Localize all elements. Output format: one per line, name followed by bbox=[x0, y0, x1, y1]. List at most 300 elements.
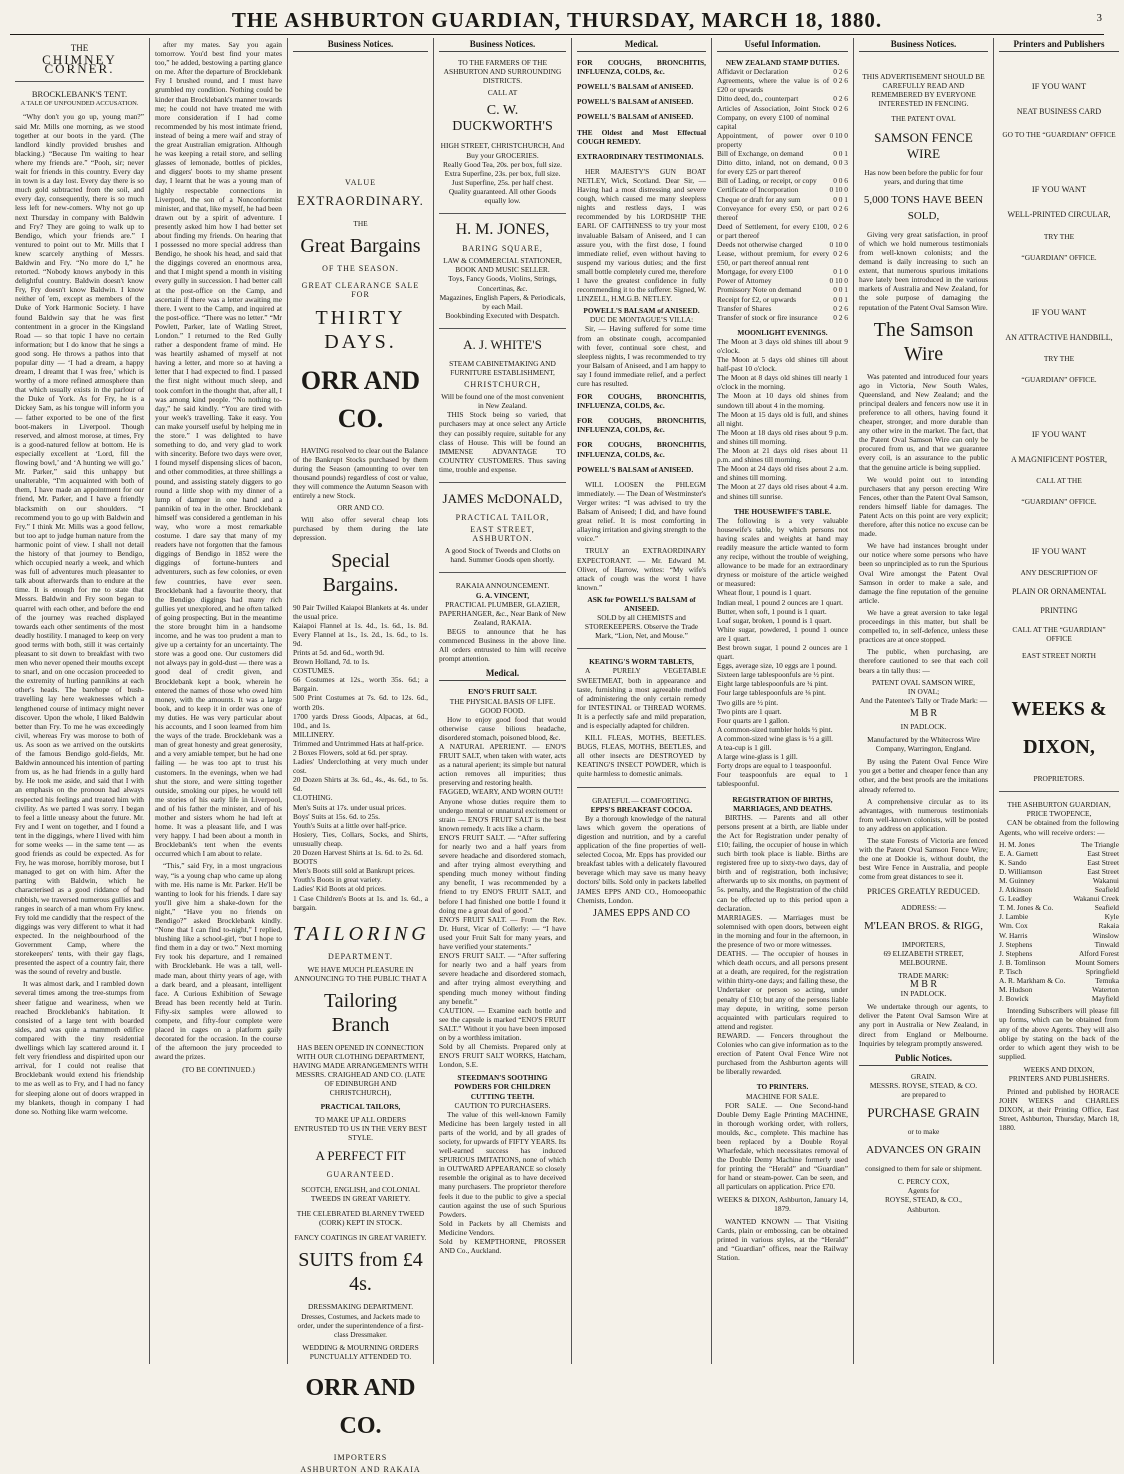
ad-duckworth: C. W. DUCKWORTH'S bbox=[452, 103, 553, 135]
duty-amount: 0 0 1 bbox=[833, 149, 848, 159]
agent-name: P. Tisch bbox=[999, 966, 1023, 976]
ad-purchase-grain: PURCHASE GRAIN bbox=[867, 1105, 980, 1121]
agent-name: D. Williamson bbox=[999, 866, 1043, 876]
ad-keating-text: A PURELY VEGETABLE SWEETMEAT, both in appearance and taste, furnishing a most agreeable method of administering the only certain remedy for INTESTINAL or THREAD WORMS. It is a perfectly safe and mild preparation, and is especially adapted for children. bbox=[577, 666, 706, 730]
ad-mcdonald-text: A good Stock of Tweeds and Cloths on hand. Summer Goods open shortly. bbox=[444, 546, 561, 565]
weeks-dixon-2: WEEKS AND DIXON, bbox=[1023, 1064, 1095, 1074]
column-orr-and-co bbox=[288, 38, 434, 1474]
ad-samson-text-3: We have had instances brought under our notice where some persons who have been so unprincipled as to run the Spurious Oval Wire amongst the Patent Oval Samson in order to make a sale, and damage the fine reputation of the genuine article. bbox=[859, 541, 988, 605]
ad-white-sub: STEAM CABINETMAKING AND FURNITURE ESTABLISHMENT, bbox=[449, 358, 556, 377]
ad-farmers: TO THE FARMERS OF THE ASHBURTON AND SURROUNDING DISTRICTS. bbox=[443, 58, 562, 86]
ad-keating: KEATING'S WORM TABLETS, bbox=[589, 657, 694, 667]
ad-phlegm: WILL LOOSEN the PHLEGM immediately. — The Dean of Westminster's Verger writes: “I was advised to try the Balsam of Aniseed; I did, and have found great relief. It is most comforting in allaying irritation and giving strength to the voice.” bbox=[577, 479, 706, 544]
medical-ad-line: FOR COUGHS, BRONCHITIS, INFLUENZA, COLDS, &c. bbox=[577, 392, 706, 411]
medical-ad-line: FOR COUGHS, BRONCHITIS, INFLUENZA, COLDS, &c. bbox=[577, 58, 706, 77]
agent-name: T. M. Jones & Co. bbox=[999, 903, 1054, 913]
ad-or: or to make bbox=[907, 1127, 940, 1137]
duty-item: Certificate of Incorporation bbox=[717, 185, 799, 195]
column-heading: Business Notices. bbox=[293, 40, 428, 52]
trade-mark-padlock: IN PADLOCK. bbox=[900, 721, 947, 731]
sale-text: FOR SALE. — One Second-hand Double Demy Eagle Printing MACHINE, in thorough working order, with rollers, moulds, &c., complete. This machine has been replaced by a Double Royal Wharfedale, which necessitates removal of the Double Demy Machine formerly used for printing the “Herald” and “Guardian” for hand or steam-power. Can be seen, and all particulars on application. Price £70. bbox=[717, 1100, 848, 1192]
ad-samson-text: Was patented and introduced four years ago in Victoria, New South Wales, Queensland, and New Zealand; and the principal dealers and fencers now use it in preference to all others, having found it cheaper, stronger, and more durable than any other wire in the market. The fact, that the Patent Oval Samson Wire can only be procured from us, and that we guarantee every coil, is an assurance to the public that the genuine article is being supplied. bbox=[859, 371, 988, 472]
ad-royse: MESSRS. ROYSE, STEAD, & CO. bbox=[869, 1080, 978, 1090]
agent-name: K. Sando bbox=[999, 857, 1027, 867]
duty-amount: 0 2 6 bbox=[833, 203, 848, 213]
ad-plain: PLAIN OR ORNAMENTAL bbox=[1011, 586, 1107, 596]
ad-enos: ENO'S FRUIT SALT. bbox=[468, 687, 537, 697]
ad-blarney: THE CELEBRATED BLARNEY TWEED (CORK) KEPT IN STOCK. bbox=[296, 1209, 425, 1228]
agent-row bbox=[999, 994, 1119, 1003]
agent-row bbox=[999, 876, 1119, 885]
agent-place: Wakanui Creek bbox=[1073, 894, 1119, 904]
printers-publishers: PRINTERS AND PUBLISHERS. bbox=[1008, 1073, 1110, 1083]
ad-call-at: CALL AT bbox=[487, 88, 518, 98]
masthead-rule bbox=[10, 34, 1104, 35]
duty-item: Deeds not otherwise charged bbox=[717, 239, 803, 249]
ad-thirty-days: THIRTY DAYS. bbox=[315, 306, 406, 353]
ad-white-text-2: THIS Stock being so varied, that purchasers may at once select any Article they can possibly require, suitable for any class of House. This will be found an IMMENSE ADVANTAGE TO COUNTRY CUSTOMERS. Thus saving time, trouble and expense. bbox=[439, 410, 566, 474]
ad-mcdonald-address: EAST STREET, ASHBURTON. bbox=[470, 525, 535, 544]
duty-amount: 0 0 3 bbox=[833, 158, 848, 168]
ad-clearance: GREAT CLEARANCE SALE FOR bbox=[301, 281, 420, 300]
agent-name: H. M. Jones bbox=[999, 839, 1035, 849]
medical-ad-line: FOR COUGHS, BRONCHITIS, INFLUENZA, COLDS, &c. bbox=[577, 440, 706, 459]
ad-epps: EPPS'S BREAKFAST COCOA. bbox=[590, 804, 693, 814]
agent-place: The Triangle bbox=[1081, 839, 1119, 849]
trade-mark-padlock-2: IN PADLOCK. bbox=[900, 989, 947, 999]
ad-jones-text: LAW & COMMERCIAL STATIONER, BOOK AND MUSIC SELLER. bbox=[443, 256, 562, 275]
divider bbox=[439, 213, 566, 214]
duty-row bbox=[717, 195, 848, 204]
medical-ad-line: POWELL'S BALSAM of ANISEED. bbox=[577, 97, 694, 107]
duty-row bbox=[717, 285, 848, 294]
section-title: CHIMNEY CORNER. bbox=[42, 52, 117, 77]
ad-percy: C. PERCY COX, bbox=[897, 1177, 950, 1187]
column-medical bbox=[572, 38, 712, 1364]
ad-patent-text-2: Giving very great satisfaction, in proof of which we hold numerous testimonials from well-known colonists; and the demand is daily increasing to such an extent, that numerous spurious imitations have lately been introduced in the various markets of Australia and New Zealand, for the sole purpose of damaging the reputation of the Patent Oval Samson Wire. bbox=[859, 229, 988, 312]
ad-orr-text: HAVING resolved to clear out the Balance of the Bankrupt Stocks purchased by them during the Season (amounting to over ten thousand pounds) regardless of cost or value, they will commence the Autumn Season with entirely a new Stock. bbox=[293, 445, 428, 501]
moonlight-title: MOONLIGHT EVENINGS. bbox=[737, 327, 828, 337]
ad-importers: IMPORTERS bbox=[333, 1453, 388, 1463]
trade-mark-label: TRADE MARK: bbox=[898, 970, 949, 980]
agent-name: E. A. Garnett bbox=[999, 848, 1038, 858]
duty-item: Transfer of Shares bbox=[717, 303, 772, 313]
ad-mclean: M'LEAN BROS. & RIGG, bbox=[863, 919, 984, 932]
story-body: after my mates. Say you again tomorrow. You'd best find your mates too,” he added, bestowing a parting glance on me. After the departure of Brocklebank Fry I brushed round, and I must have grumbled my condition. Nothing could be kinder than Brocklebank's manner towards me; he could not have treated me with more consideration if I had come recommended by his most intimate friend, instead of being a mere waif and stray of the great Australian emigration. Although he was keeping a retail store, and selling glasses of lemonade, bottles of pickles, and diggers' boots to my shame present day, I learnt that he was a young man of highly respectable connections in Liverpool, the son of a Nonconformist minister, and that, like myself, he had been drawn out by a spirit of adventure. I presently asked him how I had better set about finding my friends. On hearing that I possessed no more special address than Bendigo, he shook his head, and said that the diggings covered an enormous area, and that I might spend a month in visiting every gully in succession. I had better call at the post-office on the Camp, and ascertain if there was a letter awaiting me there. I went to the Camp, and inquired at the post-office. “There was no letter.” “Mr Powlett, Parker, late of Watling Street, London.” I returned to the Red Gully rather a despondent frame of mind. He was heartily ashamed of myself at not having a letter, and more so at having a letter that I had expected to find. I passed the first night without much sleep, and took comfort in the thought that, after all, I was among kind people. “No nothing to-day,” he said kindly. “You are tired with your week's travelling. Take it easy. You can make yourself useful by helping me in the store.” I was delighted to have something to do, and very glad to work with sincerity. Before two days were over, I found myself dispensing slices of bacon, and other commodities, at three shillings a pound, and assisting stately diggers to go round a little shop with my dinner of a lump of damper in one hand and a pannikin of tea in the other. Brocklebank himself was considered a gentleman in his way, who wore a most remarkable costume. I dare say that many of my readers have not forgotten that the famous diggings of Bendigo in 1852 were the diggings of fortune-hunters and adventurers, such as few colonies, or even few countries, have ever seen. Brocklebank had a favourite theory, that the Bendigo diggings had many rich gullies yet unexplored, and he often talked of going prospecting. But in the meantime the store brought him in a handsome income, and he was too prudent a man to give up a certainty for an uncertainty. The store was a good one. Our customers did not always pay in gold-dust — there was a good deal of credit given, and Brocklebank kept a book, wherein he entered the names of those who owed him money, with the amounts. It was a large book, and to keep it in order was one of my duties. He was very particular about his accounts, and I soon learned from him the ways of the trade. Brocklebank was a man of great honesty and great generosity, and a very amiable temper, but he had one failing — he was too apt to trust his customers. In the evenings, when we had shut the store, and were sitting together outside, smoking our pipes, he would tell me stories of his early life in Liverpool, and of his father the minister, and of his mother and sisters whom he had left at home. It was a pleasant life, and I was very happy. I had been about a month in Brocklebank's tent when the events occurred which I am about to relate. bbox=[155, 40, 282, 859]
ad-great-bargains: Great Bargains bbox=[300, 235, 421, 258]
agent-name: J. Stephens bbox=[999, 939, 1033, 949]
agent-row bbox=[999, 858, 1119, 867]
ad-state-forests: The state Forests of Victoria are fenced with the Patent Oval Samson Fence Wire; the one at Dookie is, without doubt, the best Wire Fence in Australia, and people come from great distances to see it. bbox=[859, 836, 988, 882]
duty-amount: 0 0 1 bbox=[833, 294, 848, 304]
ad-rakaia: RAKAIA ANNOUNCEMENT. bbox=[455, 581, 550, 591]
ad-east-street: EAST STREET NORTH bbox=[1021, 651, 1096, 661]
duty-row bbox=[717, 295, 848, 304]
ad-samson-text-4: We have a great aversion to take legal proceedings in this matter, but shall be compelled to, in self-defence, unless these practices are at once stopped. bbox=[859, 607, 988, 645]
ad-tailoring: TAILORING bbox=[293, 922, 430, 945]
agent-place: Mayfield bbox=[1091, 994, 1119, 1004]
housewife-title: THE HOUSEWIFE'S TABLE. bbox=[733, 506, 832, 516]
story-subtitle: A TALE OF UNFOUNDED ACCUSATION. bbox=[20, 100, 139, 108]
ad-suits: SUITS from £4 4s. bbox=[298, 1249, 423, 1296]
ad-office-2: “GUARDIAN” OFFICE. bbox=[1021, 375, 1097, 385]
agent-name: J. Bowick bbox=[999, 994, 1029, 1004]
ad-agents: Agents for bbox=[907, 1186, 940, 1196]
agent-name: Wm. Cox bbox=[999, 921, 1028, 931]
ad-expectorant: TRULY an EXTRAORDINARY EXPECTORANT. — Mr. Edward M. Oliver, of Harrow, writes: “My wife's attack of cough was the worst I have known.” bbox=[577, 546, 706, 592]
agent-row bbox=[999, 976, 1119, 985]
story-body: “Why don't you go up, young man?” said Mr. Mills one morning, as we stood together at our boots in the yard. (The landlord kindly provided brushes and blacking.) “Because I'm waiting to hear where my friends are.” “Pooh, sir; never wait for friends in this country. Every day in town is a day lost. Every day there is so much gold subtracted from the soil, and every day, consequently, there is so much less left for new-comers. Why not go up next Thursday in company with Baldwin and Fry? They are going to walk up to Bendigo, which your friends are.” I ventured to point out to Mr. Mills that I knew scarcely anything of Messrs. Baldwin and Fry. “No more do I,” he retorted. “Nobody knows anybody in this delightful country. Baldwin doesn't know Fry, Fry doesn't know Baldwin. I know neither of 'em, except as members of the Duke of York Harmonic Society. I have found Baldwin say that he was first contentment in a grocer in the Kingsland Road — so that topic I have no certain information; but I do know that he sings a good song. He throws a pathos into that popular ditty — ‘I had a dream, a happy dream, I dreamt that I was free,’ which is worthy of a more refined atmosphere than that which usually exists in the parlour of the Duke of York. As for Fry, he is a Dickey Sam, as his tongue will inform you — father exported to be one of the first boot-makers in Liverpool. Though reserved, and almost morose, at times, Fry is a good-natured fellow at bottom. He is especially excellent at ‘Lord, fill the flowing bowl,’ and ‘A hunting we will go.’ Mr. Parker,” said this unhappy but unalterable, “I'm acquainted with both of them, I have made an appointment for our friend, Mr. Parker, and I have a friendly blacksmith on our shoulders. “I recommend you to go up with Baldwin and Fry.” I think Mr. Mills was a good fellow, but too apt to judge human nature from the harmonic point of view. I shall not detail the history of that journey to Bendigo, which occupied nearly a week, and which was full of adventures much pleasanter to talk about afterwards than to endure at the time. It is enough for me to state that Messrs. Baldwin and Fry soon began to quarrel with each other, and before the end of the journey was reached displayed towards each other sentiments of the most deadly hostility. I managed to keep on very good terms with both, still it was certainly pleasant to sit down to breakfast with two men who never opened their mouths except to snarl, and on one occasion proceeded to the extremity of hurling pannikins at each other's heads. The barehope of bush-travelling lay here weaknesses which a lengthened course of intimacy might never discover. Upon the whole, I liked Baldwin better than Fry. To me he was exceedingly civil, whereas Fry was morose to both of us. As soon as we arrived on the outskirts of the famous Bendigo gold-fields, Mr. Baldwin announced his intention of parting from us, as he had friends in a gully hard by. He took me aside, and said that I with an emphasis on the pronoun had always respected his feelings and treated him with civility. As we parted I was sorry. I began to feel a little uneasy about the future. Mr. Fry and I went on together, and I found a tent in the diggings, where I lived with him for some weeks — in the same tent — as good friends as could be expected. As for Fry, he was morose, horribly morose, but I managed to get on with him. After the parting with Baldwin, which he characterised as a good riddance of bad rubbish, we traversed numerous gullies and ranges in search of a man whom Fry knew. Fry told me candidly that the respect of the diggings was very different to what it had expected. In the neighbourhood of the Government Camp, where the storekeepers' tents, with their gay flags, presented the aspect of a country fair, there was the sound of revelry and bustle. bbox=[15, 112, 144, 977]
agent-row bbox=[999, 894, 1119, 903]
guardian-obtain: CAN be obtained from the following Agents, who will receive orders: — bbox=[999, 818, 1119, 837]
duty-amount: 0 2 6 bbox=[833, 94, 848, 104]
column-heading: Business Notices. bbox=[859, 40, 988, 52]
ad-tweeds: SCOTCH, ENGLISH, and COLONIAL TWEEDS IN GREAT VARIETY. bbox=[301, 1185, 420, 1204]
medical-ad-line: POWELL'S BALSAM of ANISEED. bbox=[577, 82, 694, 92]
agent-row bbox=[999, 921, 1119, 930]
ad-extraordinary: EXTRAORDINARY. bbox=[297, 193, 424, 209]
divider bbox=[577, 648, 706, 649]
story-body-continued: “This,” said Fry, in a most ungracious way, “is a young chap who came up along with me. His name is Mr. Parker. He'll be wanting to look for his friends. I dare say you'll give him a shake-down for the night,” “Have you no friends on Bendigo?” asked Brocklebank kindly. “None that I can find to-night,” I replied, blushing like a school-girl, “but I hope to find them in a day or two.” Next morning Fry took his departure, and I remained with Brocklebank. He was a tall, well-made man, about thirty years of age, with a dark beard, and a pleasant, intelligent face. A Curious Exhibition of Sewage Bread has been recently held at Turin. Fifty-six samples were allowed to compete, and fifty-four complete were placed in cages on a platform gaily decorated for the occasion. In the course of the afternoon the jury proceeded to award the prizes. bbox=[155, 861, 282, 1062]
agent-place: Seafield bbox=[1094, 903, 1119, 913]
ad-quality: Quality guaranteed. All other Goods equally low. bbox=[448, 186, 557, 206]
agent-place: Wakanui bbox=[1092, 876, 1119, 885]
medical-heading: Medical. bbox=[439, 669, 566, 681]
ad-practical: PRACTICAL TAILORS, bbox=[320, 1101, 401, 1111]
ad-sold: SOLD by all CHEMISTS and STOREKEEPERS. Observe the Trade Mark, “Lion, Net, and Mouse.” bbox=[584, 613, 699, 641]
ad-kill: KILL FLEAS, MOTHS, BEETLES. BUGS, FLEAS, MOTHS, BEETLES, and all other insects are DESTROYED by KEATING'S INSECT POWDER, which is quite harmless to domestic animals. bbox=[577, 733, 706, 779]
ad-tons-sold: 5,000 TONS HAVE BEEN SOLD, bbox=[863, 193, 984, 222]
divider bbox=[577, 787, 706, 788]
ad-steedman: STEEDMAN'S SOOTHING POWDERS FOR CHILDREN CUTTING TEETH. bbox=[454, 1073, 551, 1101]
duty-amount: 0 10 0 bbox=[829, 239, 848, 249]
stamp-duties-table bbox=[717, 67, 848, 322]
duty-item: Affidavit or Declaration bbox=[717, 67, 789, 77]
registration-title: REGISTRATION OF BIRTHS, MARRIAGES, AND DEATHS. bbox=[732, 794, 833, 813]
agent-row bbox=[999, 912, 1119, 921]
ad-patent-text: Has now been before the public for four years, and during that time bbox=[864, 167, 983, 186]
ad-tailoring-text: WE HAVE MUCH PLEASURE IN ANNOUNCING TO THE PUBLIC THAT A bbox=[294, 964, 427, 983]
duty-item: Ditto deed, do., counterpart bbox=[717, 94, 799, 104]
ad-if-you-want-5: IF YOU WANT bbox=[1031, 545, 1087, 556]
ad-bargain-list: 90 Pair Twilled Kaiapoi Blankets at 4s. under the usual price. Kaiapoi Flannel at 1s. 4d., 1s. 6d., 1s. 8d. Every Flannel at 1s., 1s. 2d., 1s. 6d., to 1s. 9d. Prints at 5d. and 6d., worth 9d. Brown Holland, 7d. to 1s. COSTUMES. 66 Costumes at 12s., worth 35s. 6d.; a Bargain. 500 Print Costumes at 7s. 6d. to 12s. 6d., worth 20s. 1700 yards Dress Goods, Alpacas, at 6d., 10d., and 1s. MILLINERY. Trimmed and Untrimmed Hats at half-price. 2 Boxes Flowers, sold at 6d. per spray. Ladies' Underclothing at very much under cost. 20 Dozen Shirts at 3s. 6d., 4s., 4s. 6d., to 5s. 6d. CLOTHING. Men's Suits at 17s. under usual prices. Boys' Suits at 15s. 6d. to 25s. Youth's Suits at a little over half-price. Hosiery, Ties, Collars, Socks, and Shirts, unusually cheap. 20 Dozen Harvest Shirts at 1s. 6d. to 2s. 6d. BOOTS Men's Boots still sold at Bankrupt prices. Youth's Boots in great variety. Ladies' Kid Boots at old prices. 1 Case Children's Boots at 1s. and 1s. 6d., a bargain. bbox=[293, 602, 428, 912]
duty-amount: 0 2 6 bbox=[833, 103, 848, 113]
ad-if-you-want-1: IF YOU WANT bbox=[1031, 81, 1087, 92]
duty-row bbox=[717, 313, 848, 322]
wanted-known: WANTED KNOWN — That Visiting Cards, plain or embossing, can be obtained printed in various styles, at the “Herald” and “Guardian” offices, near the Railway Station. bbox=[717, 1216, 848, 1263]
ad-tailoring-branch: Tailoring Branch bbox=[323, 989, 398, 1036]
medical-ad-line: FOR COUGHS, BRONCHITIS, INFLUENZA, COLDS, &c. bbox=[577, 416, 706, 435]
masthead-title: THE ASHBURTON GUARDIAN, THURSDAY, MARCH 18, 1880. bbox=[231, 8, 883, 32]
column-heading: Useful Information. bbox=[717, 40, 848, 52]
divider bbox=[439, 328, 566, 329]
medical-ad-line: POWELL'S BALSAM of ANISEED. bbox=[577, 464, 694, 474]
column-heading: Business Notices. bbox=[439, 40, 566, 52]
ad-epps-name: JAMES EPPS AND CO bbox=[593, 907, 690, 919]
ad-undertake: We undertake through our agents, to deliver the Patent Oval Samson Wire at any port in Australia or New Zealand, in direct from England or Melbourne. Inquiries by telegram promptly answered. bbox=[859, 1002, 988, 1048]
agent-row bbox=[999, 849, 1119, 858]
agent-row bbox=[999, 885, 1119, 894]
duty-item: Agreements, where the value is of £20 or upwards bbox=[717, 76, 830, 95]
duty-row bbox=[717, 158, 848, 176]
ad-wedding: WEDDING & MOURNING ORDERS PUNCTUALLY ATTENDED TO. bbox=[302, 1342, 419, 1361]
agent-row bbox=[999, 840, 1119, 849]
ad-if-you-want-3: IF YOU WANT bbox=[1031, 306, 1087, 317]
guardian-title: THE ASHBURTON GUARDIAN, bbox=[1007, 800, 1111, 810]
agent-place: Alford Forest bbox=[1078, 948, 1119, 958]
stamp-duties-title: NEW ZEALAND STAMP DUTIES. bbox=[725, 58, 840, 68]
ad-epps-text: By a thorough knowledge of the natural laws which govern the operations of digestion and nutrition, and by a careful application of the fine properties of well-selected Cocoa, Mr. Epps has provided our breakfast tables with a delicately flavoured beverage which may save us many heavy doctors' bills. Sold only in packets labelled JAMES EPPS AND CO., Homoeopathic Chemists, London. bbox=[577, 813, 706, 905]
duty-amount: 0 10 0 bbox=[829, 276, 848, 286]
ad-prepared: are prepared to bbox=[901, 1089, 946, 1099]
duty-item: Conveyance for every £50, or part thereof bbox=[717, 203, 830, 222]
ad-if-you-want-2: IF YOU WANT bbox=[1031, 184, 1087, 195]
agent-place: Tinwald bbox=[1094, 939, 1119, 949]
ad-royse-2: ROYSE, STEAD, & CO., bbox=[885, 1195, 962, 1205]
agent-row bbox=[999, 867, 1119, 876]
story-title: BROCKLEBANK'S TENT. bbox=[31, 89, 128, 100]
ad-advances: ADVANCES ON GRAIN bbox=[866, 1144, 981, 1157]
ad-mcdonald-sub: PRACTICAL TAILOR, bbox=[455, 513, 550, 522]
duty-amount: 0 10 0 bbox=[829, 185, 848, 195]
column-business-notices bbox=[434, 38, 572, 1364]
agent-place: Winslow bbox=[1092, 930, 1119, 940]
ad-tally-text: And the Patentee's Tally or Trade Mark: — bbox=[859, 695, 988, 705]
duty-amount: 0 0 6 bbox=[833, 176, 848, 186]
ad-powells-text: Sir, — Having suffered for some time from an obstinate cough, accompanied with fever, continual sore chest, and sleepless nights, I was recommended to try your Balsam of Aniseed, and I am happy to say I found immediate relief, and a perfect cure has resulted. bbox=[577, 324, 706, 388]
ad-jones-address: BARING SQUARE, bbox=[462, 244, 543, 254]
duty-row bbox=[717, 276, 848, 285]
duty-item: Power of Attorney bbox=[717, 276, 772, 286]
ad-duckworth-address: HIGH STREET, CHRISTCHURCH, And Buy your GROCERIES. bbox=[440, 141, 565, 160]
ad-importers: IMPORTERS, bbox=[902, 939, 945, 949]
ad-white-text: Will be found one of the most convenient in New Zealand. bbox=[441, 392, 564, 411]
duty-item: Bill of Lading, or receipt, or copy bbox=[717, 176, 817, 186]
duty-item: Lease, without premium, for every £50, or part thereof annual rent bbox=[717, 249, 830, 268]
duty-amount: 0 2 6 bbox=[833, 67, 848, 77]
ad-dressmaking: DRESSMAKING DEPARTMENT. bbox=[307, 1302, 414, 1312]
duty-amount: 0 2 6 bbox=[833, 303, 848, 313]
ad-list-balsam bbox=[577, 58, 706, 161]
intending-subscribers: Intending Subscribers will please fill up forms, which can be obtained from any of the above Agents. They will also oblige by stating on the back of the order to which agent they wish to be supplied. bbox=[999, 1006, 1119, 1061]
ad-any: ANY DESCRIPTION OF bbox=[1020, 567, 1098, 577]
ad-tailoring-text-3: TO MAKE UP ALL ORDERS ENTRUSTED TO US IN THE VERY BEST STYLE. bbox=[294, 1114, 427, 1142]
agent-name: J. B. Tomlinson bbox=[999, 957, 1046, 967]
ad-vincent: G. A. VINCENT, bbox=[475, 590, 530, 600]
agent-row bbox=[999, 931, 1119, 940]
agent-place: East Street bbox=[1087, 857, 1119, 867]
ad-business-card: NEAT BUSINESS CARD bbox=[1016, 107, 1102, 117]
agent-place: Waterton bbox=[1092, 985, 1119, 995]
continued-note: (TO BE CONTINUED.) bbox=[182, 1064, 255, 1074]
story-body-continued: It was almost dark, and I rambled down several times among the tree-stumps from sheer fatigue and weariness, when we reached Brocklebank's habitation. It consisted of a large tent with boarded sides, and was quite a mammoth edifice compared with the tiny residential dwellings which lay scattered around it. I felt very friendless and dispirited upon our arrival, for I could not realise that Brocklebank would extend his friendship to me as well as to Fry, and I had no fancy for sleeping alone out of doors wrapped in my blankets, though in company I had done so. Nothing like warm welcome. bbox=[15, 979, 144, 1116]
ad-call: CALL AT THE bbox=[1036, 476, 1082, 486]
medical-ad-line: POWELL'S BALSAM of ANISEED. bbox=[577, 112, 694, 122]
column-chimney-corner bbox=[10, 38, 150, 1364]
agent-row bbox=[999, 958, 1119, 967]
duty-amount: 0 2 6 bbox=[833, 249, 848, 259]
medical-ad-line: THE Oldest and Most Effectual COUGH REMEDY. bbox=[577, 127, 706, 146]
section-prefix: THE bbox=[70, 43, 89, 53]
column-samson-wire bbox=[854, 38, 994, 1364]
ad-proprietors: PROPRIETORS. bbox=[1033, 774, 1085, 784]
duty-amount: 0 2 6 bbox=[833, 76, 848, 86]
registration-text: BIRTHS. — Parents and all other persons present at a birth, are liable under the Act for Registration under penalty of £10; failing, the occupier of house in which such birth took place is liable. Births are registered free up to sixty-two days, day of birth and of registration, both inclusive; afterwards up to six months, on payment of 5s. penalty, and the Registration of the child can be effected up to this period upon a declaration. MARRIAGES. — Marriages must be solemnised with open doors, between eight in the morning and four in the afternoon, in the presence of two or more witnesses. DEATHS. — The occupier of houses in which death occurs, and all persons present at a death, are required, for the registration within thirty-one days; and failing these, the Undertaker or person so acting, under penalty of £10; but any of the persons liable may depute, in writing, some person acquainted with particulars required to attend and register. REWARD. — Fencers throughout the Colonies who can give information as to the erection of Patent Oval Fence Wire not purchased from the Ashburton agents will be liberally rewarded. bbox=[717, 812, 848, 1077]
duty-item: Cheque or draft for any sum bbox=[717, 194, 801, 204]
ad-the: THE bbox=[353, 219, 368, 229]
duty-row bbox=[717, 94, 848, 103]
ad-street: 69 ELIZABETH STREET, MELBOURNE. bbox=[883, 948, 964, 967]
agent-place: Kyle bbox=[1104, 912, 1119, 922]
agent-place: Seafield bbox=[1094, 885, 1119, 895]
ad-office-3: “GUARDIAN” OFFICE. bbox=[1021, 497, 1097, 507]
ad-vincent-sub: PRACTICAL PLUMBER, GLAZIER, PAPERHANGER, &c., Near Bank of New Zealand, RAKAIA. bbox=[439, 599, 566, 627]
agent-name: J. Stephens bbox=[999, 948, 1033, 958]
ad-call-at-office: CALL AT THE “GUARDIAN” OFFICE bbox=[1012, 624, 1106, 643]
imprint: Printed and published by HORACE JOHN WEEKS and CHARLES DIXON, at their Printing Office, East Street, Ashburton, Thursday, March 18, 1880. bbox=[999, 1087, 1119, 1133]
trade-mark-mbr-2: M B R bbox=[909, 979, 938, 991]
ad-samson-text-5: The public, when purchasing, are therefore cautioned to see that each coil bears a tin tally thus: — bbox=[859, 647, 988, 675]
trade-mark-mbr: M B R bbox=[909, 707, 938, 719]
ad-poster: A MAGNIFICENT POSTER, bbox=[1010, 455, 1108, 465]
divider bbox=[439, 572, 566, 573]
agent-place: East Street bbox=[1087, 848, 1119, 858]
moonlight-text: The Moon at 3 days old shines till about 9 o'clock. The Moon at 5 days old shines till about half-past 10 o'clock. The Moon at 8 days old shines till nearly 1 o'clock in the morning. The Moon at 10 days old shines from sundown till about 4 in the morning. The Moon at 15 days old is full, and shines all night. The Moon at 18 days old rises about 9 p.m. and shines till morning. The Moon at 21 days old rises about 11 p.m. and shines till morning. The Moon at 24 days old rises about 2 a.m. and shines till morning. The Moon at 27 days old rises about 4 a.m. and shines till sunrise. bbox=[717, 336, 848, 501]
ad-patent-oval: THE PATENT OVAL bbox=[891, 114, 956, 124]
column-heading: Printers and Publishers bbox=[999, 40, 1119, 52]
ad-department: DEPARTMENT. bbox=[328, 951, 393, 961]
duty-row bbox=[717, 304, 848, 313]
ad-perfect-fit: A PERFECT FIT bbox=[315, 1147, 406, 1163]
agent-name: M. Hudson bbox=[999, 985, 1033, 995]
duty-row bbox=[717, 222, 848, 240]
duty-row bbox=[717, 104, 848, 131]
ad-enos-text: How to enjoy good food that would otherwise cause bilious headache, disordered stomach, poisoned blood, &c. A NATURAL APERIENT. — ENO'S FRUIT SALT, when taken with water, acts as a natural aperient; its simple but natural action removes all impurities; thus preserving and restoring health. FAGGED, WEARY, AND WORN OUT!! Anyone whose duties require them to undergo mental or unnatural excitement or strain — ENO'S FRUIT SALT is the best known remedy. It acts like a charm. ENO'S FRUIT SALT. — “After suffering for nearly two and a half years from severe headache and disordered stomach, and after trying almost everything and spending much money without finding any benefit, I was recommended by a friend to try ENO'S FRUIT SALT, and before I had finished one bottle I found it doing me a great deal of good.” ENO'S FRUIT SALT. — From the Rev. Dr. Hurst, Vicar of Collerly: — “I have used your Fruit Salt for many years, and have verified your statements.” ENO'S FRUIT SALT. — “After suffering for nearly two and a half years from severe headache and disordered stomach, and after trying almost everything and spending much money without finding any benefit.” CAUTION. — Examine each bottle and see the capsule is marked “ENO'S FRUIT SALT.” Without it you have been imposed on by a worthless imitation. Sold by all Chemists. Prepared only at ENO'S FRUIT SALT WORKS, Hatcham, London, S.E. bbox=[439, 714, 566, 1070]
duty-amount: 0 2 6 bbox=[833, 221, 848, 231]
ad-consigned: consigned to them for sale or shipment. bbox=[865, 1164, 982, 1174]
ad-fancy: FANCY COATINGS IN GREAT VARIETY. bbox=[294, 1233, 427, 1243]
ad-tally: PATENT OVAL SAMSON WIRE, bbox=[872, 677, 975, 687]
duty-amount: 0 10 0 bbox=[829, 130, 848, 140]
duty-row bbox=[717, 131, 848, 149]
ad-try-2: TRY THE bbox=[1043, 353, 1075, 363]
guardian-price: PRICE TWOPENCE, bbox=[1026, 809, 1092, 819]
ad-grain: GRAIN. bbox=[910, 1071, 937, 1081]
ad-orr-and-co-2: ORR AND CO. bbox=[337, 503, 384, 513]
duty-amount: 0 2 6 bbox=[833, 312, 848, 322]
duty-item: Mortgage, for every £100 bbox=[717, 267, 793, 277]
duty-row bbox=[717, 76, 848, 94]
duty-amount: 0 0 1 bbox=[833, 194, 848, 204]
ad-jones-items: Toys, Fancy Goods, Violins, Strings, Concertinas, &c. Magazines, English Papers, & Periodicals, by each Mail. Bookbinding Executed with Despatch. bbox=[439, 274, 566, 320]
duty-row bbox=[717, 267, 848, 276]
ad-samson-fence-wire: SAMSON FENCE WIRE bbox=[874, 129, 973, 161]
agent-place: Rakaia bbox=[1098, 921, 1119, 931]
duty-item: Receipt for £2, or upwards bbox=[717, 294, 797, 304]
duty-item: Articles of Association, Joint Stock Company, on every £100 of nominal capital bbox=[717, 103, 830, 131]
duty-row bbox=[717, 249, 848, 267]
ad-if-you-want-4: IF YOU WANT bbox=[1031, 429, 1087, 440]
ad-circular: WELL-PRINTED CIRCULAR, bbox=[1007, 210, 1111, 220]
duty-row bbox=[717, 185, 848, 194]
ad-enos-sub: THE PHYSICAL BASIS OF LIFE. GOOD FOOD. bbox=[449, 696, 556, 715]
duty-row bbox=[717, 149, 848, 158]
agent-name: G. Leadley bbox=[999, 894, 1032, 904]
ad-duc: DUC DE MONTAGUE’S VILLA: bbox=[589, 315, 694, 325]
sale-signature: WEEKS & DIXON, Ashburton, January 14, 1879. bbox=[717, 1194, 848, 1213]
agent-row bbox=[999, 949, 1119, 958]
page-columns bbox=[10, 38, 1119, 1474]
ad-orr-and-co-3: ORR AND CO. bbox=[305, 1375, 416, 1440]
duty-item: Deed of Settlement, for every £100, or part thereof bbox=[717, 221, 830, 240]
duty-amount: 0 0 1 bbox=[833, 285, 848, 295]
agents-list bbox=[999, 840, 1119, 1004]
ad-mcdonald: JAMES McDONALD, bbox=[442, 491, 563, 506]
ad-dress-text: Dresses, Costumes, and Jackets made to order, under the superintendence of a first-class Dressmaker. bbox=[297, 1311, 424, 1339]
ad-duckworth-items: Really Good Tea, 20s. per box, full size. Extra Superfine, 23s. per box, full size. Just Superfine, 25s. per half chest. bbox=[442, 159, 562, 187]
ad-tailoring-text-2: HAS BEEN OPENED IN CONNECTION WITH OUR CLOTHING DEPARTMENT, HAVING MADE ARRANGEMENTS WITH MESSRS. CRAIGHEAD AND CO. (LATE OF EDINBURGH AND CHRISTCHURCH), bbox=[293, 1042, 429, 1098]
agent-place: East Street bbox=[1087, 866, 1119, 876]
ad-handbill: AN ATTRACTIVE HANDBILL, bbox=[1005, 332, 1113, 342]
ad-circular: A comprehensive circular as to its advantages, with numerous testimonials from well-known colonists, will be posted to any address on application. bbox=[859, 796, 988, 833]
agent-name: A. R. Markham & Co. bbox=[999, 976, 1066, 986]
duty-amount: 0 1 0 bbox=[833, 267, 848, 277]
duty-row bbox=[717, 176, 848, 185]
column-printers-publishers bbox=[994, 38, 1124, 1364]
column-useful-information bbox=[712, 38, 854, 1364]
ad-jones: H. M. JONES, bbox=[455, 221, 550, 239]
ad-manufactured: Manufactured by the Whitecross Wire Company, Warrington, England. bbox=[867, 735, 980, 754]
ad-caution: CAUTION TO PURCHASERS. bbox=[454, 1100, 551, 1110]
ad-list-coughs bbox=[577, 392, 706, 474]
medical-ad-line: EXTRAORDINARY TESTIMONIALS. bbox=[577, 151, 704, 161]
ad-ashburton: Ashburton. bbox=[906, 1204, 941, 1214]
duty-row bbox=[717, 67, 848, 76]
ad-try: TRY THE bbox=[1043, 231, 1075, 241]
agent-row bbox=[999, 967, 1119, 976]
testimonial-netley: HER MAJESTY'S GUN BOAT NETLEY, Wick, Scotland. Dear Sir, — Having had a most distressing and severe cough, which caused me many sleepless nights and restless days, I was recommended by his LORDSHIP THE EARL OF CAITHNESS to try your most invaluable Balsam of Aniseed, and I can assure you, with the first dose, I found immediate relief, even without having to suspend my various duties; and the first small bottle completely cured me, therefore I have the greatest confidence in fully recommending it to the sufferer. Signed, W. LINZELL, H.M.G.B. NETLEY. bbox=[577, 166, 706, 304]
ad-samson-text-2: We would point out to intending purchasers that any person erecting Wire Fences, other than the Patent Oval Samson, renders himself liable for damages. The Patent Acts on this point are very explicit; therefore, after this notice no excuse can be made. bbox=[859, 474, 988, 539]
duty-item: Appointment, of power over property bbox=[717, 130, 826, 149]
ad-towns: ASHBURTON AND RAKAIA bbox=[300, 1465, 421, 1474]
ad-address-label: ADDRESS: — bbox=[901, 902, 946, 912]
ad-advert-notice: THIS ADVERTISEMENT SHOULD BE CAREFULLY READ AND REMEMBERED BY EVERYONE INTERESTED IN FENCING. bbox=[862, 72, 985, 109]
column-story-continued bbox=[150, 38, 288, 1364]
ad-vincent-text: BEGS to announce that he has commenced Business in the above line. All orders entrusted to him will receive prompt attention. bbox=[439, 626, 566, 664]
duty-row bbox=[717, 240, 848, 249]
ad-guaranteed: GUARANTEED. bbox=[326, 1169, 395, 1179]
agent-place: Temuka bbox=[1095, 976, 1119, 986]
agent-name: W. Harris bbox=[999, 930, 1028, 940]
agent-name: J. Atkinson bbox=[999, 885, 1033, 895]
ad-value: VALUE bbox=[344, 178, 377, 188]
ad-goto-office: GO TO THE “GUARDIAN” OFFICE bbox=[1002, 130, 1116, 140]
divider bbox=[999, 791, 1119, 792]
ad-season: OF THE SEASON. bbox=[322, 264, 399, 274]
agent-row bbox=[999, 940, 1119, 949]
ad-office: “GUARDIAN” OFFICE. bbox=[1021, 252, 1097, 262]
agent-name: J. Lambie bbox=[999, 912, 1029, 922]
ad-samson-wire: The Samson Wire bbox=[873, 318, 974, 365]
agent-place: Springfield bbox=[1085, 966, 1119, 976]
duty-row bbox=[717, 204, 848, 222]
column-heading: Medical. bbox=[577, 40, 706, 52]
ad-using: By using the Patent Oval Fence Wire you get a better and cheaper fence than any other, and the best proofs are the imitations already referred to. bbox=[859, 757, 988, 794]
agent-place: Mount Somers bbox=[1075, 957, 1119, 967]
agent-name: M. Guinney bbox=[999, 876, 1035, 885]
ad-ask: ASK for POWELL'S BALSAM of ANISEED. bbox=[587, 594, 696, 613]
divider bbox=[15, 81, 144, 82]
